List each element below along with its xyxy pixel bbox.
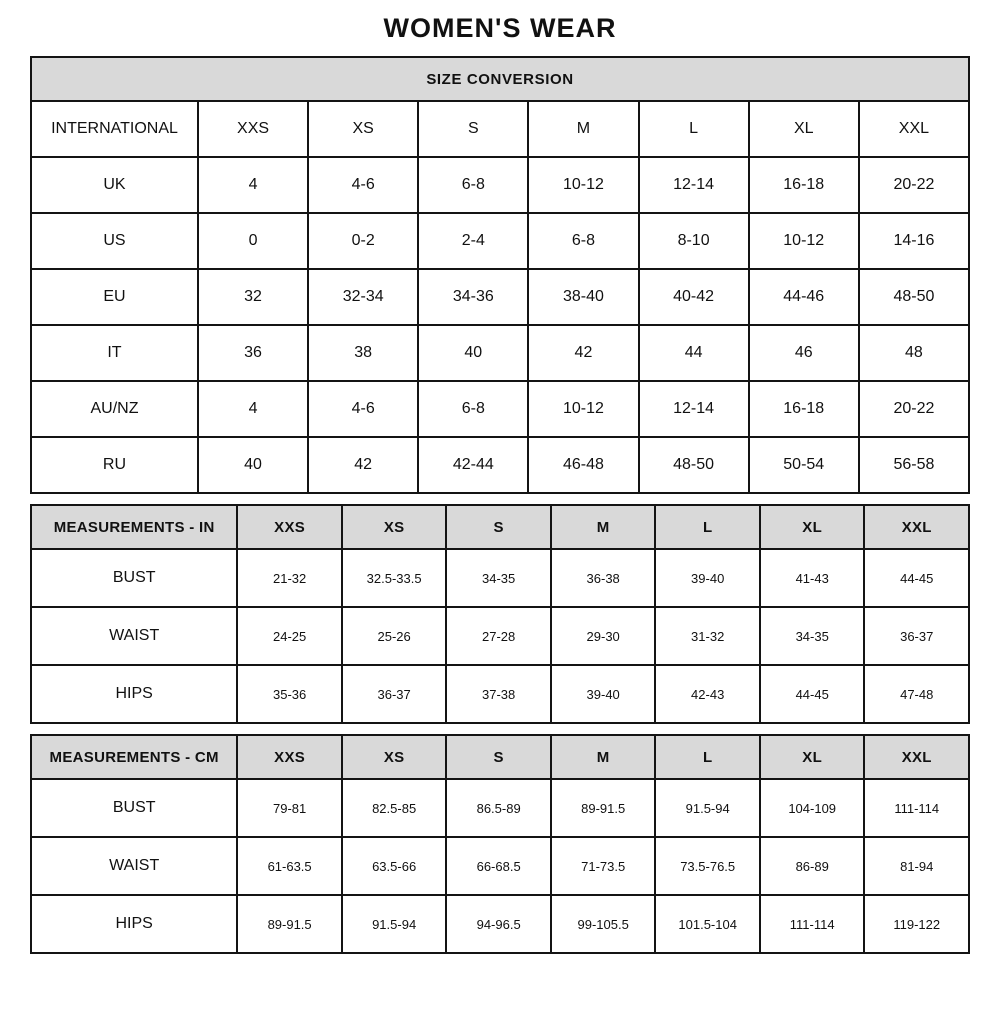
table-row (31, 213, 969, 269)
cell: 16-18 (749, 381, 859, 437)
row-label: HIPS (31, 895, 237, 953)
size-column-header: XS (342, 735, 447, 779)
row-label: HIPS (31, 665, 237, 723)
cell: 37-38 (446, 665, 551, 723)
cell: 12-14 (639, 157, 749, 213)
size-column-header: L (655, 735, 760, 779)
table-row (31, 549, 969, 607)
cell: 38-40 (528, 269, 638, 325)
cell: 32 (198, 269, 308, 325)
cell: 10-12 (528, 381, 638, 437)
size-column-header: M (551, 735, 656, 779)
cell: 42 (528, 325, 638, 381)
table-row (31, 665, 969, 723)
cell: 71-73.5 (551, 837, 656, 895)
cell: 0 (198, 213, 308, 269)
table-row (31, 779, 969, 837)
row-label: WAIST (31, 837, 237, 895)
cell: 41-43 (760, 549, 865, 607)
cell: 40-42 (639, 269, 749, 325)
size-conversion-table (30, 56, 970, 494)
size-column-header: S (446, 735, 551, 779)
size-conversion-banner: SIZE CONVERSION (31, 57, 969, 101)
cell: 119-122 (864, 895, 969, 953)
cell: 6-8 (418, 157, 528, 213)
cell: 81-94 (864, 837, 969, 895)
cell: 66-68.5 (446, 837, 551, 895)
cell: 2-4 (418, 213, 528, 269)
cell: 25-26 (342, 607, 447, 665)
cell: 47-48 (864, 665, 969, 723)
cell: 101.5-104 (655, 895, 760, 953)
cell: 111-114 (760, 895, 865, 953)
table-row (31, 837, 969, 895)
size-column-header: M (551, 505, 656, 549)
cell: 79-81 (237, 779, 342, 837)
cell: 99-105.5 (551, 895, 656, 953)
cell: 94-96.5 (446, 895, 551, 953)
cell: 4 (198, 157, 308, 213)
size-column-header: XXS (237, 735, 342, 779)
cell: 63.5-66 (342, 837, 447, 895)
row-label: UK (31, 157, 198, 213)
measurements-cm-header-label: MEASUREMENTS - CM (31, 735, 237, 779)
row-label: BUST (31, 549, 237, 607)
cell: 44-46 (749, 269, 859, 325)
cell: 73.5-76.5 (655, 837, 760, 895)
size-column-header: XXS (198, 101, 308, 157)
row-label: US (31, 213, 198, 269)
cell: 6-8 (528, 213, 638, 269)
cell: 40 (418, 325, 528, 381)
cell: 12-14 (639, 381, 749, 437)
size-column-header: XS (308, 101, 418, 157)
row-label: IT (31, 325, 198, 381)
size-column-header: S (418, 101, 528, 157)
cell: 36-37 (864, 607, 969, 665)
cell: 36 (198, 325, 308, 381)
cell: 21-32 (237, 549, 342, 607)
cell: 32.5-33.5 (342, 549, 447, 607)
row-label: RU (31, 437, 198, 493)
cell: 31-32 (655, 607, 760, 665)
table-row (31, 381, 969, 437)
size-column-header: XXS (237, 505, 342, 549)
page-title: WOMEN'S WEAR (383, 13, 617, 43)
cell: 42 (308, 437, 418, 493)
cell: 32-34 (308, 269, 418, 325)
size-column-header: XL (760, 735, 865, 779)
size-column-header: XXL (859, 101, 969, 157)
cell: 86.5-89 (446, 779, 551, 837)
table-row (31, 895, 969, 953)
cell: 20-22 (859, 157, 969, 213)
cell: 48 (859, 325, 969, 381)
cell: 38 (308, 325, 418, 381)
cell: 61-63.5 (237, 837, 342, 895)
cell: 42-43 (655, 665, 760, 723)
cell: 36-38 (551, 549, 656, 607)
size-column-header: XXL (864, 505, 969, 549)
measurements-in-table (30, 504, 970, 724)
header-row (31, 505, 969, 549)
cell: 8-10 (639, 213, 749, 269)
cell: 24-25 (237, 607, 342, 665)
measurements-cm-table (30, 734, 970, 954)
cell: 91.5-94 (655, 779, 760, 837)
cell: 20-22 (859, 381, 969, 437)
size-column-header: XL (760, 505, 865, 549)
cell: 91.5-94 (342, 895, 447, 953)
size-column-header: M (528, 101, 638, 157)
cell: 16-18 (749, 157, 859, 213)
cell: 44 (639, 325, 749, 381)
cell: 48-50 (639, 437, 749, 493)
cell: 104-109 (760, 779, 865, 837)
cell: 29-30 (551, 607, 656, 665)
size-column-header: XXL (864, 735, 969, 779)
cell: 86-89 (760, 837, 865, 895)
cell: 44-45 (760, 665, 865, 723)
cell: 14-16 (859, 213, 969, 269)
measurements-in-header-label: MEASUREMENTS - IN (31, 505, 237, 549)
row-label: WAIST (31, 607, 237, 665)
size-guide-page (0, 13, 1000, 954)
size-conversion-header-label: INTERNATIONAL (31, 101, 198, 157)
cell: 4-6 (308, 381, 418, 437)
cell: 4-6 (308, 157, 418, 213)
cell: 10-12 (528, 157, 638, 213)
table-row (31, 607, 969, 665)
row-label: AU/NZ (31, 381, 198, 437)
cell: 35-36 (237, 665, 342, 723)
cell: 34-35 (446, 549, 551, 607)
table-row (31, 325, 969, 381)
cell: 56-58 (859, 437, 969, 493)
cell: 10-12 (749, 213, 859, 269)
cell: 34-36 (418, 269, 528, 325)
row-label: EU (31, 269, 198, 325)
cell: 46-48 (528, 437, 638, 493)
cell: 39-40 (551, 665, 656, 723)
size-column-header: XL (749, 101, 859, 157)
cell: 89-91.5 (237, 895, 342, 953)
size-column-header: L (639, 101, 749, 157)
cell: 40 (198, 437, 308, 493)
table-row (31, 269, 969, 325)
cell: 34-35 (760, 607, 865, 665)
cell: 48-50 (859, 269, 969, 325)
size-column-header: S (446, 505, 551, 549)
cell: 6-8 (418, 381, 528, 437)
table-row (31, 437, 969, 493)
cell: 27-28 (446, 607, 551, 665)
cell: 4 (198, 381, 308, 437)
cell: 46 (749, 325, 859, 381)
cell: 42-44 (418, 437, 528, 493)
cell: 50-54 (749, 437, 859, 493)
header-row (31, 735, 969, 779)
cell: 36-37 (342, 665, 447, 723)
cell: 0-2 (308, 213, 418, 269)
cell: 111-114 (864, 779, 969, 837)
size-column-header: L (655, 505, 760, 549)
cell: 82.5-85 (342, 779, 447, 837)
table-row (31, 157, 969, 213)
size-column-header: XS (342, 505, 447, 549)
row-label: BUST (31, 779, 237, 837)
cell: 44-45 (864, 549, 969, 607)
cell: 89-91.5 (551, 779, 656, 837)
header-row (31, 101, 969, 157)
cell: 39-40 (655, 549, 760, 607)
